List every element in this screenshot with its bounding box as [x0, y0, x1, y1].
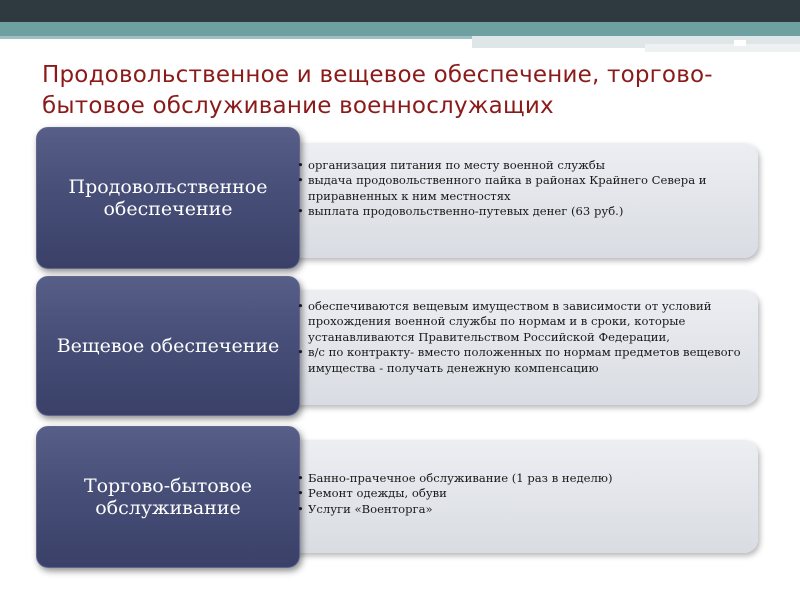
list-item: • организация питания по месту военной службы	[296, 158, 748, 173]
section-item-list	[296, 158, 748, 220]
list-item: • в/с по контракту- вместо положенных по нормам предметов вещевого имущества - получать денежную компенсацию	[296, 345, 748, 376]
section-item-list	[296, 471, 748, 517]
section-heading: Продовольственное обеспечение	[68, 176, 268, 220]
section-heading-box	[36, 276, 300, 416]
list-item: • Ремонт одежды, обуви	[296, 486, 748, 501]
list-item: • выдача продовольственного пайка в районах Крайнего Севера и приравненных к ним местностях	[296, 173, 748, 204]
banner-teal-stripe	[0, 22, 800, 36]
banner-dark-stripe	[0, 0, 800, 22]
banner-accent	[734, 40, 746, 46]
section-heading: Вещевое обеспечение	[56, 335, 280, 357]
slide-title: Продовольственное и вещевое обеспечение, торгово-бытовое обслуживание военнослужащих	[42, 62, 713, 119]
list-item: • Банно-прачечное обслуживание (1 раз в неделю)	[296, 471, 748, 486]
list-item: • обеспечиваются вещевым имуществом в зависимости от условий прохождения военной службы по нормам и в сроки, которые устанавливаются Правительством Российской Федерации,	[296, 299, 748, 345]
list-item: • Услуги «Военторга»	[296, 502, 748, 517]
section-heading-box	[36, 127, 300, 269]
banner-pale-block	[645, 44, 800, 52]
section-item-list	[296, 299, 748, 376]
section-heading: Торгово-бытовое обслуживание	[83, 475, 253, 519]
list-item: • выплата продовольственно-путевых денег (63 руб.)	[296, 204, 748, 219]
section-heading-box	[36, 426, 300, 568]
top-banner	[0, 0, 800, 60]
